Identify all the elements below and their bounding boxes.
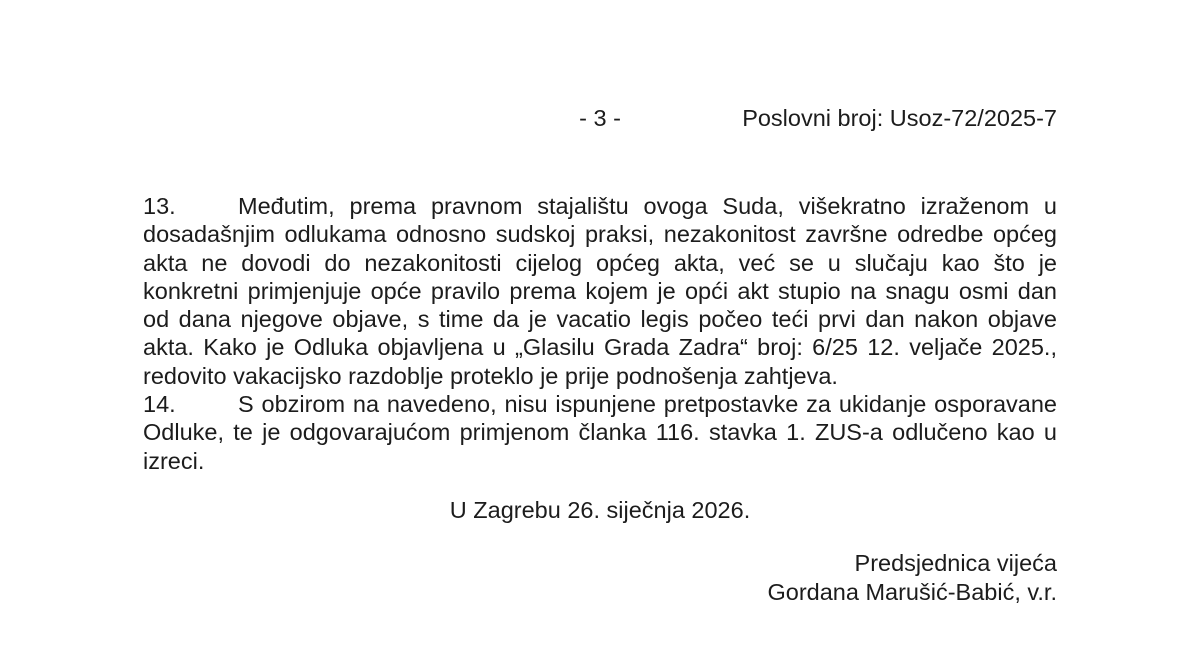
page-header [143,104,1057,132]
paragraph-13-line-2: dosadašnjim odlukama odnosno sudskoj praksi, nezakonitost završne odredbe općeg [143,221,1057,248]
paragraph-13-line-6: akta. Kako je Odluka objavljena u „Glasilu Grada Zadra“ broj: 6/25 12. veljače 2025., [143,334,1057,361]
paragraph-number: 13. [143,193,176,219]
document-body [143,192,1057,475]
paragraph-14-line-3: izreci. [143,447,205,474]
page-number: - 3 - [579,105,621,131]
signature-title: Predsjednica vijeća [854,550,1057,576]
signature-block [143,549,1057,607]
paragraph-line-text: S obzirom na navedeno, nisu ispunjene pretpostavke za ukidanje osporavane [238,391,1057,418]
paragraph-13-line-4: konkretni primjenjuje opće pravilo prema kojem je opći akt stupio na snagu osmi dan [143,277,1057,304]
paragraph-line-text: Međutim, prema pravnom stajalištu ovoga Suda, višekratno izraženom u [238,193,1057,219]
paragraph-13-line-1 [143,192,1057,220]
paragraph-13-line-3: akta ne dovodi do nezakonitosti cijelog općeg akta, već se u slučaju kao što je [143,249,1057,276]
date-line: U Zagrebu 26. siječnja 2026. [449,497,751,523]
paragraph-14-line-1 [143,390,1057,418]
signature-name: Gordana Marušić-Babić, v.r. [767,579,1057,605]
case-number: Poslovni broj: Usoz-72/2025-7 [742,105,1057,131]
paragraph-13-line-7: redovito vakacijsko razdoblje proteklo je prije podnošenja zahtjeva. [143,362,838,389]
paragraph-13-line-5: od dana njegove objave, s time da je vacatio legis počeo teći prvi dan nakon objave [143,306,1057,333]
paragraph-number: 14. [143,391,176,418]
paragraph-14-line-2: Odluke, te je odgovarajućom primjenom članka 116. stavka 1. ZUS-a odlučeno kao u [143,419,1057,446]
